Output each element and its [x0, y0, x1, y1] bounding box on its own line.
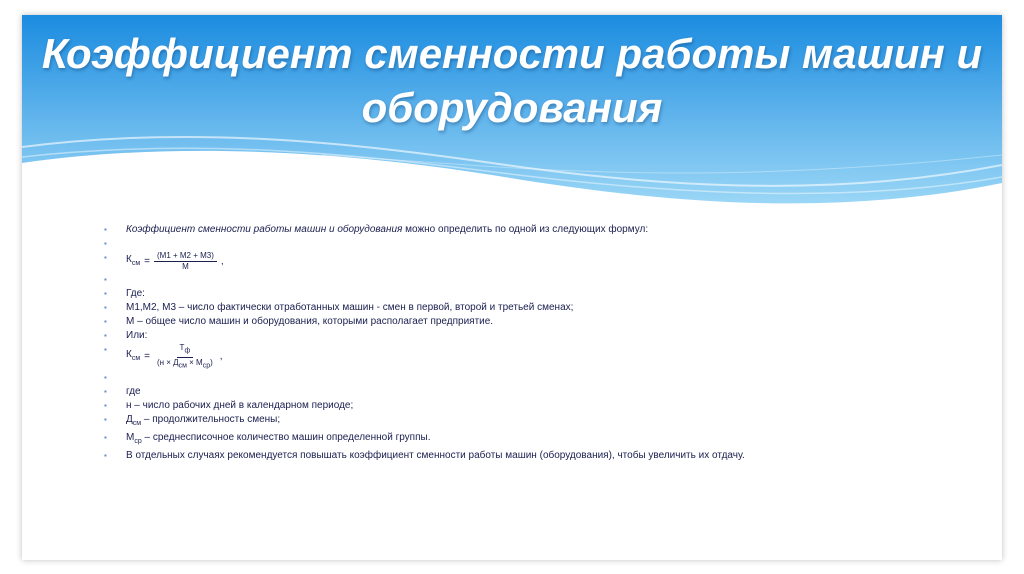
intro-lead: Коэффициент сменности работы машин и оборудования: [126, 224, 403, 235]
formula1-eq: =: [144, 255, 150, 267]
list-item: [104, 273, 984, 287]
bullet-icon: ▪: [104, 345, 107, 354]
bullet-icon: ▪: [104, 303, 107, 312]
where-label-2: где: [126, 386, 141, 398]
formula2-den-sub1: см: [178, 362, 187, 370]
where-label: Где:: [126, 288, 145, 299]
bullet-icon: ▪: [104, 253, 107, 262]
list-item: [104, 385, 984, 399]
list-item: [104, 449, 984, 463]
bullet-icon: ▪: [104, 433, 107, 443]
bullet-icon: ▪: [104, 317, 107, 326]
formula-1: [104, 251, 984, 273]
list-item: [104, 315, 984, 329]
intro-rest: можно определить по одной из следующих формул:: [402, 224, 649, 235]
formula2-den-mid: × М: [186, 357, 203, 367]
bullet-icon: ▪: [104, 331, 107, 340]
list-item: [104, 413, 984, 431]
formula2-den-start: (н × Д: [156, 357, 179, 367]
list-item: [104, 223, 984, 237]
slide: [22, 15, 1002, 560]
list-item: [104, 399, 984, 413]
formula2-tail: ,: [219, 351, 223, 363]
formula1-denominator: M: [182, 262, 189, 271]
m-avg-symbol: М: [126, 432, 135, 444]
list-item: [104, 431, 984, 449]
bullet-icon: ▪: [104, 451, 107, 461]
formula2-numerator-sub: ф: [184, 347, 191, 355]
formula2-lhs-sub: см: [131, 355, 141, 363]
formula1-numerator: (M1 + M2 + M3): [154, 251, 217, 262]
list-item: [104, 287, 984, 301]
slide-header: [22, 15, 1002, 215]
bullet-icon: ▪: [104, 387, 107, 397]
formula2-den-end: ): [210, 357, 213, 367]
d-symbol-sub: см: [132, 420, 142, 428]
d-symbol: Д: [126, 414, 133, 426]
formula2-lhs: К: [126, 349, 132, 361]
list-item: [104, 329, 984, 343]
slide-content: [104, 223, 984, 463]
bullet-icon: ▪: [104, 373, 107, 383]
formula1-tail: ,: [220, 255, 224, 267]
formula1-lhs-sub: см: [131, 259, 141, 267]
conclusion: В отдельных случаях рекомендуется повышать коэффициент сменности работы машин (оборудования), чтобы увеличить их отдачу.: [126, 450, 745, 462]
bullet-icon: ▪: [104, 415, 107, 425]
list-item: [104, 237, 984, 251]
formula1-lhs: К: [126, 253, 132, 265]
bullet-icon: ▪: [104, 289, 107, 298]
formula2-eq: =: [144, 351, 150, 363]
formula2-den-sub2: ср: [202, 362, 211, 370]
bullet-icon: ▪: [104, 401, 107, 411]
m-avg-symbol-sub: ср: [134, 438, 142, 446]
bullet-icon: ▪: [104, 275, 107, 284]
d-definition: – продолжительность смены;: [141, 414, 281, 426]
bullet-icon: ▪: [104, 225, 107, 234]
list-item: [104, 371, 984, 385]
bullet-icon: ▪: [104, 239, 107, 248]
n-definition: н – число рабочих дней в календарном периоде;: [126, 400, 354, 412]
m-definition: М1,М2, М3 – число фактически отработанных машин - смен в первой, второй и третьей сменах;: [126, 302, 574, 313]
m-total-definition: М – общее число машин и оборудования, которыми располагает предприятие.: [126, 316, 494, 327]
m-avg-definition: – среднесписочное количество машин определенной группы.: [141, 432, 431, 444]
formula-2: [104, 343, 984, 371]
page-title: Коэффициент сменности работы машин и оборудования: [41, 30, 983, 131]
list-item: [104, 301, 984, 315]
formula2-numerator: T: [179, 343, 185, 352]
or-label: Или:: [126, 330, 148, 341]
